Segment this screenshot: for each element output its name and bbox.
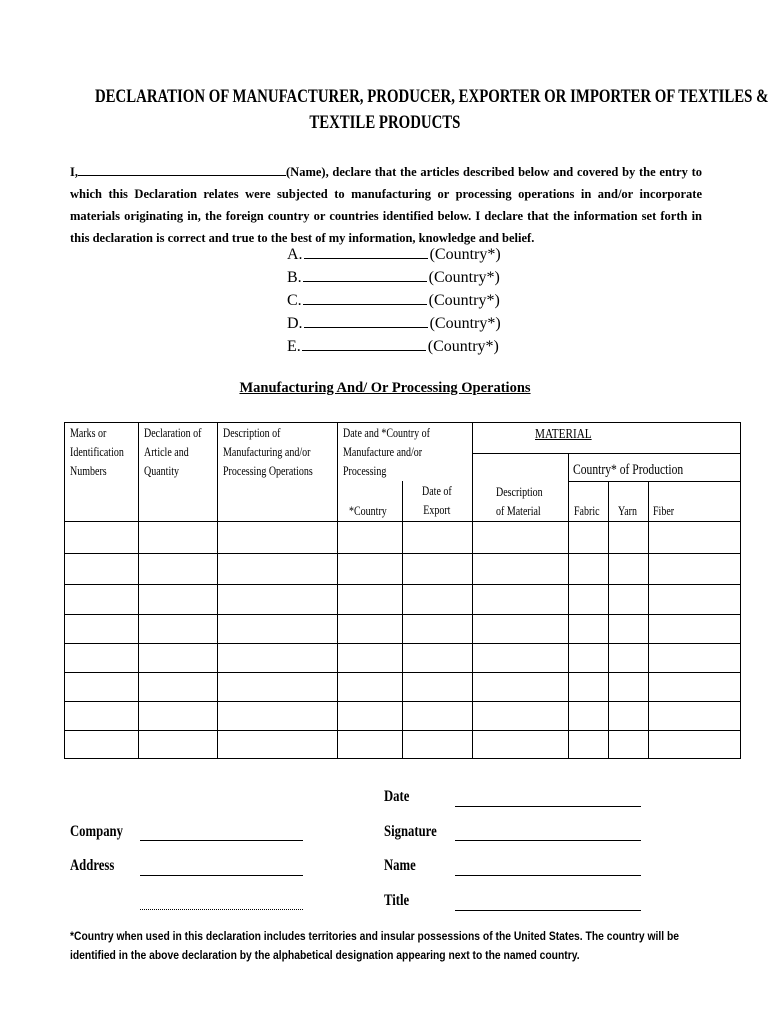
header-date-country: Date and *Country of Manufacture and/or Processing — [343, 426, 430, 478]
country-row-a — [287, 243, 501, 265]
table-row — [65, 614, 740, 615]
table-row — [65, 521, 740, 522]
table-divider — [472, 423, 473, 758]
name-field-bottom[interactable] — [455, 875, 641, 876]
title-field[interactable] — [455, 910, 641, 911]
declaration-prefix: I, — [70, 165, 78, 179]
country-field-b[interactable] — [303, 266, 427, 282]
country-letter: C. — [287, 292, 302, 309]
country-field-d[interactable] — [304, 312, 428, 328]
company-field[interactable] — [140, 840, 303, 841]
header-fiber: Fiber — [653, 504, 675, 518]
declaration-text: (Name), declare that the articles described below and covered by the entry to which this Declaration relates were subjected to manufacturing or processing operations in and/or incorporate materials originating in, the foreign country or countries identified below. I declare that the information set forth in this declaration is correct and true to the best of my information, knowledge and belief. — [70, 165, 702, 245]
table-divider — [648, 481, 649, 758]
header-description: Description of Manufacturing and/or Processing Operations — [223, 426, 313, 478]
country-field-a[interactable] — [304, 243, 428, 259]
document-title-line-2: TEXTILE PRODUCTS — [309, 112, 461, 133]
address-field-line-2[interactable] — [140, 909, 303, 910]
country-label: (Country*) — [428, 292, 500, 309]
header-description-material: Description of Material — [496, 485, 543, 518]
country-letter: E. — [287, 338, 301, 355]
signature-field[interactable] — [455, 840, 641, 841]
title-label: Title — [384, 892, 410, 909]
table-divider — [138, 423, 139, 758]
table-divider — [402, 481, 403, 758]
country-label: (Country*) — [427, 338, 499, 355]
table-row — [65, 584, 740, 585]
header-country-production: Country* of Production — [573, 462, 684, 478]
country-row-d — [287, 312, 501, 334]
table-divider — [568, 481, 740, 482]
name-label: Name — [384, 857, 416, 874]
table-divider — [472, 453, 740, 454]
table-divider — [568, 453, 569, 758]
country-letter: A. — [287, 246, 303, 263]
country-label: (Country*) — [429, 315, 501, 332]
table-divider — [217, 423, 218, 758]
country-row-b — [287, 266, 500, 288]
header-declaration: Declaration of Article and Quantity — [144, 426, 202, 478]
declaration-paragraph — [70, 161, 702, 249]
table-row — [65, 730, 740, 731]
address-label: Address — [70, 857, 115, 874]
signature-label: Signature — [384, 823, 437, 840]
operations-table — [64, 422, 741, 759]
table-row — [65, 672, 740, 673]
document-title-line-1: DECLARATION OF MANUFACTURER, PRODUCER, EXPORTER OR IMPORTER OF TEXTILES & — [94, 86, 769, 107]
header-yarn: Yarn — [618, 504, 637, 518]
country-label: (Country*) — [429, 246, 501, 263]
table-row — [65, 643, 740, 644]
header-material: MATERIAL — [535, 427, 592, 442]
table-divider — [337, 423, 338, 758]
country-field-c[interactable] — [303, 289, 427, 305]
country-letter: B. — [287, 269, 302, 286]
country-row-e — [287, 335, 499, 357]
footnote: *Country when used in this declaration includes territories and insular possessions of the United States. The country will be identified in the above declaration by the alphabetical designation appearing next to the named country. — [70, 929, 680, 962]
name-field[interactable] — [78, 163, 286, 176]
date-field[interactable] — [455, 806, 641, 807]
country-field-e[interactable] — [302, 335, 426, 351]
table-row — [65, 553, 740, 554]
country-label: (Country*) — [428, 269, 500, 286]
operations-title: Manufacturing And/ Or Processing Operations — [239, 380, 531, 396]
table-divider — [608, 481, 609, 758]
address-field[interactable] — [140, 875, 303, 876]
header-marks: Marks or Identification Numbers — [70, 426, 124, 478]
header-fabric: Fabric — [574, 504, 600, 518]
header-date-export: Date of Export — [422, 484, 452, 517]
country-letter: D. — [287, 315, 303, 332]
country-row-c — [287, 289, 500, 311]
company-label: Company — [70, 823, 123, 840]
date-label: Date — [384, 788, 410, 805]
table-row — [65, 701, 740, 702]
header-country: *Country — [349, 504, 387, 518]
